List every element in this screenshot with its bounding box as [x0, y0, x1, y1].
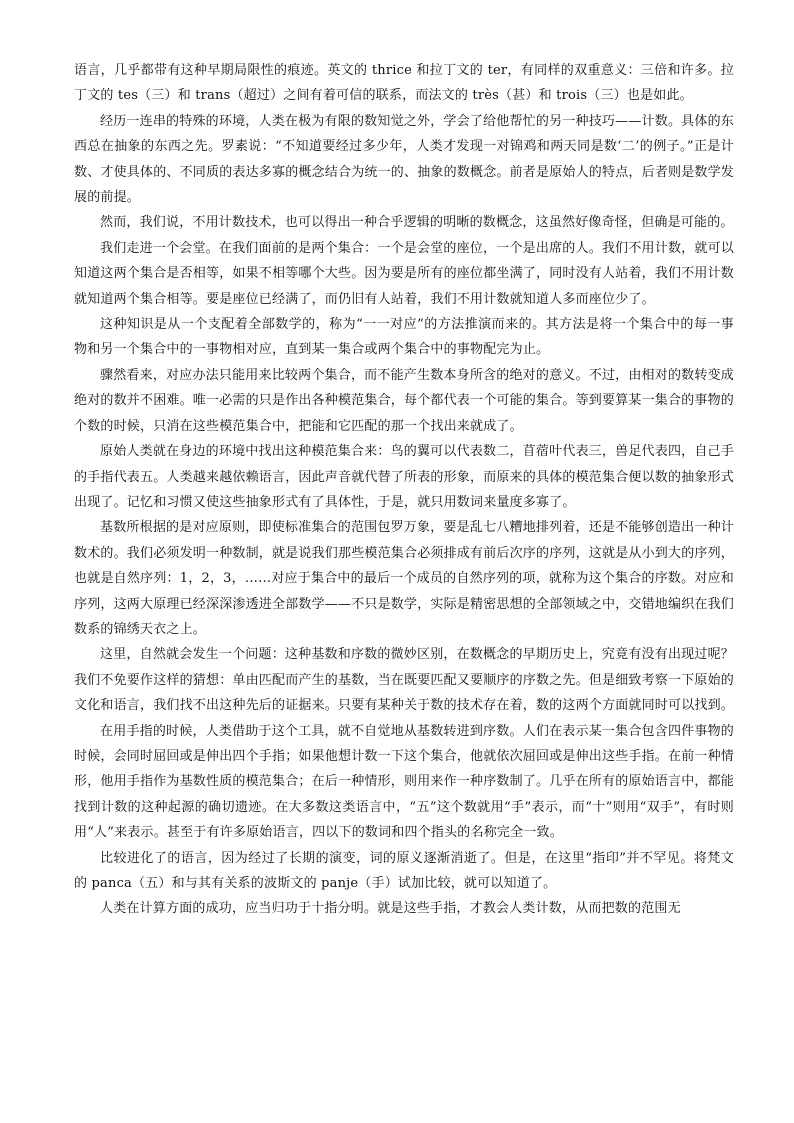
paragraph-12: 人类在计算方面的成功，应当归功于十指分明。就是这些手指，才教会人类计数，从而把数的范围无: [100, 901, 681, 917]
paragraph-3: 然而，我们说，不用计数技术，也可以得出一种合乎逻辑的明晰的数概念，这虽然好像奇怪，但确是可能的。: [100, 215, 734, 231]
body-text: [74, 58, 734, 922]
paragraph-4: 我们走进一个会堂。在我们面前的是两个集合：一个是会堂的座位，一个是出席的人。我们不用计数，就可以知道这两个集合是否相等，如果不相等哪个大些。因为要是所有的座位都坐满了，同时没有人站着，我们不用计数就知道两个集合相等。要是座位已经满了，而仍旧有人站着，我们不用计数就知道人多而座位少了。: [74, 240, 735, 307]
paragraph-10: 在用手指的时候，人类借助于这个工具，就不自觉地从基数转进到序数。人们在表示某一集合包含四件事物的时候，会同时屈回或是伸出四个手指；如果他想计数一下这个集合，他就依次屈回或是伸出这些手指。在前一种情形，他用手指作为基数性质的模范集合；在后一种情形，则用来作一种序数制了。几乎在所有的原始语言中，都能找到计数的这种起源的确切遗迹。在大多数这类语言中，“五”这个数就用“手”表示，而“十”则用“双手”，有时则用“人”来表示。甚至于有许多原始语言，四以下的数词和四个指头的名称完全一致。: [74, 723, 735, 841]
paragraph-7: 原始人类就在身边的环境中找出这种模范集合来：鸟的翼可以代表数二，苜蓿叶代表三，兽足代表四，自己手的手指代表五。人类越来越依赖语言，因此声音就代替了所表的形象，而原来的具体的模范集合便以数的抽象形式出现了。记忆和习惯又使这些抽象形式有了具体性，于是，就只用数词来量度多寡了。: [74, 444, 735, 510]
paragraph-9: 这里，自然就会发生一个问题：这种基数和序数的微妙区别，在数概念的早期历史上，究竟有没有出现过呢？我们不免要作这样的猜想：单由匹配而产生的基数，当在既要匹配又要顺序的序数之先。但是细致考察一下原始的文化和语言，我们找不出这种先后的证据来。只要有某种关于数的技术存在着，数的这两个方面就同时可以找到。: [74, 647, 735, 714]
paragraph-2: 经历一连串的特殊的环境，人类在极为有限的数知觉之外，学会了给他帮忙的另一种技巧——计数。具体的东西总在抽象的东西之先。罗素说：“不知道要经过多少年，人类才发现一对锦鸡和两天同是数‘二’的例子。”正是计数、才使具体的、不同质的表达多寡的概念结合为统一的、抽象的数概念。前者是原始人的特点，后者则是数学发展的前提。: [74, 113, 735, 206]
paragraph-8: 基数所根据的是对应原则，即使标准集合的范围包罗万象，要是乱七八糟地排列着，还是不能够创造出一种计数术的。我们必须发明一种数制，就是说我们那些模范集合必须排成有前后次序的序列，这就是从小到大的序列，也就是自然序列：1，2，3，……对应于集合中的最后一个成员的自然序列的项，就称为这个集合的序数。对应和序列，这两大原理已经深深渗透进全部数学——不只是数学，实际是精密思想的全部领域之中，交错地编织在我们数系的锦绣天衣之上。: [74, 520, 735, 637]
paragraph-6: 骤然看来，对应办法只能用来比较两个集合，而不能产生数本身所含的绝对的意义。不过，由相对的数转变成绝对的数并不困难。唯一必需的只是作出各种模范集合，每个都代表一个可能的集合。等到要算某一集合的事物的个数的时候，只消在这些模范集合中，把能和它匹配的那一个找出来就成了。: [74, 367, 735, 434]
paragraph-5: 这种知识是从一个支配着全部数学的，称为“一一对应”的方法推演而来的。其方法是将一个集合中的每一事物和另一个集合中的一事物相对应，直到某一集合或两个集合中的事物配完为止。: [74, 317, 734, 358]
paragraph-11: 比较进化了的语言，因为经过了长期的演变，词的原义逐渐消逝了。但是，在这里“指印”并不罕见。将梵文的 panca（五）和与其有关系的波斯文的 panje（手）试加比较，就可以知道了。: [74, 850, 734, 891]
paragraph-1: 语言，几乎都带有这种早期局限性的痕迹。英文的 thrice 和拉丁文的 ter，有同样的双重意义：三倍和许多。拉丁文的 tes（三）和 trans（超过）之间有着可信的联系，而法文的 très（甚）和 trois（三）也是如此。: [74, 63, 734, 104]
